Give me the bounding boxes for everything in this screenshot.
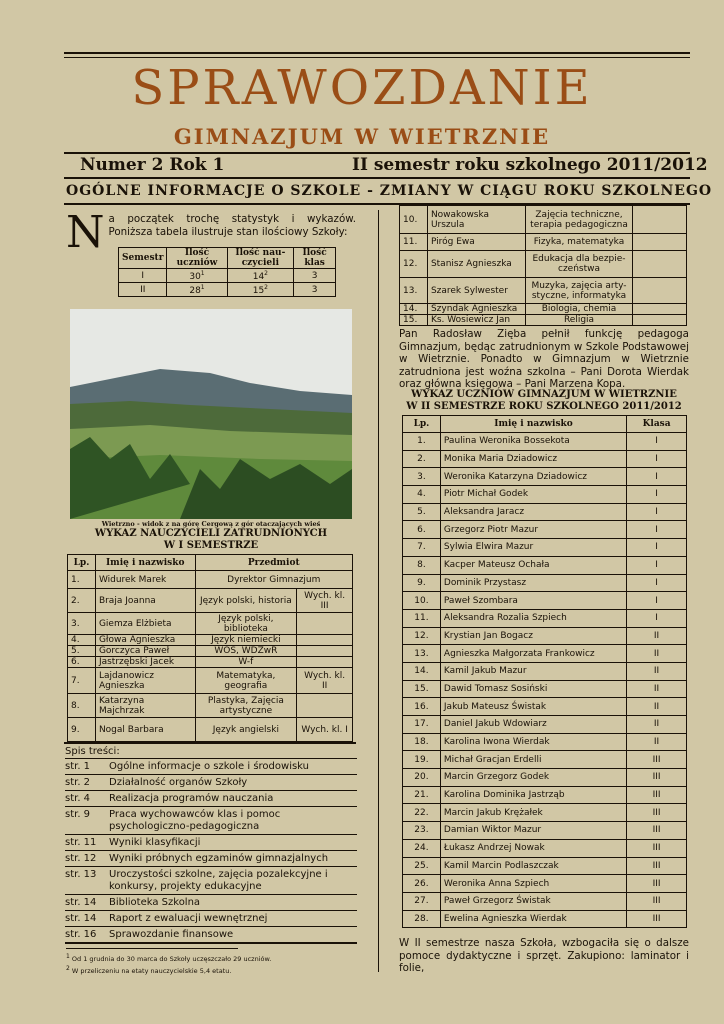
table-row	[403, 769, 687, 787]
toc-item[interactable]	[65, 911, 357, 927]
toc-title: Realizacja programów nauczania	[109, 793, 274, 804]
table-row	[403, 680, 687, 698]
toc-item[interactable]	[65, 927, 357, 944]
toc-page: str. 16	[65, 929, 97, 940]
class-cell: III	[627, 822, 687, 840]
table-row	[403, 733, 687, 751]
footnote-text: W przeliczeniu na etaty nauczycielskie 5,4 etatu.	[71, 967, 232, 976]
footnotes	[66, 952, 306, 976]
class-cell: III	[627, 751, 687, 769]
name-cell: Grzegorz Piotr Mazur	[440, 521, 626, 539]
footnote-ref: 1	[200, 270, 205, 277]
class-cell: I	[627, 450, 687, 468]
lp-cell: 16.	[403, 698, 441, 716]
stats-cell	[167, 283, 227, 297]
table-row	[403, 645, 687, 663]
footnote	[66, 952, 306, 964]
page-title: SPRAWOZDANIE	[131, 60, 593, 116]
table-row	[400, 304, 687, 315]
lp-cell: 15.	[400, 315, 428, 326]
table-row	[403, 521, 687, 539]
toc-title: Wyniki klasyfikacji	[109, 837, 201, 848]
lp-cell: 13.	[400, 278, 428, 304]
lp-cell: 25.	[403, 857, 441, 875]
lp-cell: 10.	[400, 206, 428, 234]
name-cell: Weronika Katarzyna Dziadowicz	[440, 468, 626, 486]
drop-cap: N	[66, 207, 105, 258]
name-cell: Damian Wiktor Mazur	[440, 822, 626, 840]
class-cell: I	[627, 486, 687, 504]
name-cell: Aleksandra Rozalia Szpiech	[440, 609, 626, 627]
class-tutor-cell	[633, 251, 687, 278]
subject-cell: Dyrektor Gimnazjum	[195, 571, 352, 589]
name-cell: Dominik Przystasz	[440, 574, 626, 592]
stats-header: Semestr	[119, 248, 167, 269]
section-heading: OGÓLNE INFORMACJE O SZKOLE - ZMIANY W CIĄGU ROKU SZKOLNEGO	[66, 183, 713, 199]
name-cell: Jakub Mateusz Świstak	[440, 698, 626, 716]
toc-item[interactable]	[65, 851, 357, 867]
table-row	[68, 571, 353, 589]
table-row	[403, 662, 687, 680]
teachers-header: Imię i nazwisko	[95, 555, 195, 571]
name-cell: Paweł Grzegorz Świstak	[440, 892, 626, 910]
lp-cell: 11.	[400, 234, 428, 251]
teachers-table-continued	[399, 205, 687, 326]
class-cell: I	[627, 556, 687, 574]
footnote-number: 2	[66, 965, 70, 973]
class-cell: I	[627, 503, 687, 521]
table-row	[403, 698, 687, 716]
table-row	[68, 646, 353, 657]
footnote-rule	[66, 948, 238, 949]
lp-cell: 6.	[403, 521, 441, 539]
stats-cell: 3	[294, 283, 336, 297]
closing-paragraph: W II semestrze nasza Szkoła, wzbogaciła się o dalsze pomoce dydaktyczne i sprzęt. Zakupiono: laminator i folie,	[399, 937, 689, 974]
toc-item[interactable]	[65, 895, 357, 911]
toc-title: Sprawozdanie finansowe	[109, 929, 234, 940]
table-row	[403, 716, 687, 734]
teachers-title	[70, 528, 352, 552]
class-tutor-cell	[633, 234, 687, 251]
toc-page: str. 2	[65, 777, 91, 788]
toc-page: str. 14	[65, 897, 97, 908]
page-subtitle: GIMNAZJUM W WIETRZNIE	[173, 124, 551, 149]
class-cell: II	[627, 680, 687, 698]
students-title-line: W II SEMESTRZE ROKU SZKOLNEGO 2011/2012	[406, 401, 682, 412]
lp-cell: 7.	[403, 539, 441, 557]
class-cell: III	[627, 839, 687, 857]
subject-cell: W-f	[195, 657, 297, 668]
table-row	[68, 613, 353, 635]
footnote-ref: 2	[264, 270, 268, 277]
issue-rule-top	[64, 152, 690, 154]
lp-cell: 2.	[68, 589, 96, 613]
lp-cell: 9.	[403, 574, 441, 592]
table-row	[68, 657, 353, 668]
students-title-line: WYKAZ UCZNIÓW GIMNAZJUM W WIETRZNIE	[411, 389, 677, 400]
subject-cell: Zajęcia techniczne, terapia pedagogiczna	[525, 206, 633, 234]
student-count: 30	[189, 272, 201, 282]
lp-cell: 1.	[68, 571, 96, 589]
class-tutor-cell: Wych. kl. II	[297, 668, 353, 694]
table-row	[403, 609, 687, 627]
stats-table	[118, 247, 336, 297]
name-cell: Gorczyca Paweł	[95, 646, 195, 657]
table-row	[403, 486, 687, 504]
lp-cell: 27.	[403, 892, 441, 910]
name-cell: Michał Gracjan Erdelli	[440, 751, 626, 769]
table-row	[119, 283, 336, 297]
stats-cell: I	[119, 269, 167, 283]
lp-cell: 14.	[400, 304, 428, 315]
top-double-rule-1	[64, 52, 690, 54]
class-cell: III	[627, 910, 687, 928]
name-cell: Kamil Marcin Podlaszczak	[440, 857, 626, 875]
intro-text: a początek trochę statystyk i wykazów. Poniższa tabela ilustruje stan ilościowy Szkoły:	[108, 213, 356, 238]
subject-cell: Język polski, historia	[195, 589, 297, 613]
table-row	[403, 892, 687, 910]
name-cell: Nowakowska Urszula	[427, 206, 525, 234]
subject-cell: Język angielski	[195, 718, 297, 742]
class-cell: I	[627, 609, 687, 627]
subject-cell: Matematyka, geografia	[195, 668, 297, 694]
table-row	[403, 910, 687, 928]
table-row	[403, 822, 687, 840]
lp-cell: 5.	[403, 503, 441, 521]
class-tutor-cell	[297, 613, 353, 635]
lp-cell: 19.	[403, 751, 441, 769]
name-cell: Monika Maria Dziadowicz	[440, 450, 626, 468]
name-cell: Kamil Jakub Mazur	[440, 662, 626, 680]
class-tutor-cell	[633, 206, 687, 234]
lp-cell: 8.	[403, 556, 441, 574]
class-cell: III	[627, 804, 687, 822]
lp-cell: 24.	[403, 839, 441, 857]
class-tutor-cell	[297, 635, 353, 646]
lp-cell: 12.	[400, 251, 428, 278]
table-row	[403, 574, 687, 592]
name-cell: Piotr Michał Godek	[440, 486, 626, 504]
table-row	[68, 668, 353, 694]
lp-cell: 1.	[403, 433, 441, 451]
students-header: Imię i nazwisko	[440, 416, 626, 433]
teacher-count: 15	[252, 286, 265, 296]
teachers-title-line: W I SEMESTRZE	[163, 540, 259, 551]
stats-header: Ilość klas	[294, 248, 336, 269]
table-row	[403, 433, 687, 451]
name-cell: Stanisz Agnieszka	[427, 251, 525, 278]
lp-cell: 9.	[68, 718, 96, 742]
name-cell: Sylwia Elwira Mazur	[440, 539, 626, 557]
toc-title: Uroczystości szkolne, zajęcia pozalekcyjne i konkursy, projekty edukacyjne	[109, 869, 328, 892]
table-row	[403, 875, 687, 893]
lp-cell: 7.	[68, 668, 96, 694]
toc-item[interactable]	[65, 835, 357, 851]
name-cell: Głowa Agnieszka	[95, 635, 195, 646]
table-row	[68, 635, 353, 646]
table-row	[403, 804, 687, 822]
class-cell: III	[627, 892, 687, 910]
teachers-header: Przedmiot	[195, 555, 352, 571]
table-row	[403, 627, 687, 645]
name-cell: Ewelina Agnieszka Wierdak	[440, 910, 626, 928]
toc-title: Ogólne informacje o szkole i środowisku	[109, 761, 309, 772]
name-cell: Lajdanowicz Agnieszka	[95, 668, 195, 694]
name-cell: Piróg Ewa	[427, 234, 525, 251]
name-cell: Widurek Marek	[95, 571, 195, 589]
class-cell: I	[627, 468, 687, 486]
name-cell: Daniel Jakub Wdowiarz	[440, 716, 626, 734]
toc-title: Praca wychowawców klas i pomoc psychologiczno-pedagogiczna	[109, 809, 281, 832]
table-row	[119, 269, 336, 283]
name-cell: Paulina Weronika Bossekota	[440, 433, 626, 451]
teachers-title-line: WYKAZ NAUCZYCIELI ZATRUDNIONYCH	[94, 528, 328, 539]
lp-cell: 11.	[403, 609, 441, 627]
lp-cell: 3.	[403, 468, 441, 486]
table-row	[403, 857, 687, 875]
name-cell: Jastrzębski Jacek	[95, 657, 195, 668]
subject-cell: Edukacja dla bezpie-czeństwa	[525, 251, 633, 278]
student-count: 28	[189, 286, 201, 296]
class-cell: I	[627, 521, 687, 539]
name-cell: Szyndak Agnieszka	[427, 304, 525, 315]
class-cell: III	[627, 857, 687, 875]
class-cell: III	[627, 875, 687, 893]
teachers-header: Lp.	[68, 555, 96, 571]
name-cell: Ks. Wosiewicz Jan	[427, 315, 525, 326]
staff-paragraph: Pan Radosław Zięba pełnił funkcję pedagoga Gimnazjum, będąc zatrudnionym w Szkole Podstawowej w Wietrznie. Ponadto w Gimnazjum w Wietrznie zatrudniona jest woźna szkolna – Pani Dorota Wierdak oraz główna księgowa – Pani Marzena Kopa.	[399, 328, 689, 390]
lp-cell: 22.	[403, 804, 441, 822]
toc-page: str. 1	[65, 761, 91, 772]
stats-header: Ilość nau-czycieli	[227, 248, 294, 269]
lp-cell: 4.	[403, 486, 441, 504]
table-row	[400, 315, 687, 326]
lp-cell: 21.	[403, 786, 441, 804]
top-double-rule-2	[64, 57, 690, 58]
table-row	[400, 234, 687, 251]
issue-number: Numer 2 Rok 1	[80, 155, 225, 175]
class-tutor-cell: Wych. kl. I	[297, 718, 353, 742]
table-row	[403, 450, 687, 468]
name-cell: Katarzyna Majchrzak	[95, 694, 195, 718]
subject-cell: Język niemiecki	[195, 635, 297, 646]
name-cell: Agnieszka Małgorzata Frankowicz	[440, 645, 626, 663]
subject-cell: Muzyka, zajęcia arty-styczne, informatyka	[525, 278, 633, 304]
class-tutor-cell	[633, 304, 687, 315]
teachers-table	[67, 554, 353, 742]
name-cell: Braja Joanna	[95, 589, 195, 613]
class-cell: II	[627, 627, 687, 645]
name-cell: Szarek Sylwester	[427, 278, 525, 304]
table-row	[403, 556, 687, 574]
lp-cell: 12.	[403, 627, 441, 645]
toc-page: str. 14	[65, 913, 97, 924]
class-cell: II	[627, 716, 687, 734]
lp-cell: 17.	[403, 716, 441, 734]
name-cell: Nogal Barbara	[95, 718, 195, 742]
toc-title: Wyniki próbnych egzaminów gimnazjalnych	[109, 853, 329, 864]
lp-cell: 5.	[68, 646, 96, 657]
toc-item[interactable]	[65, 759, 357, 775]
toc-heading: Spis treści:	[65, 745, 357, 759]
name-cell: Giemza Elżbieta	[95, 613, 195, 635]
stats-header: Ilość uczniów	[167, 248, 227, 269]
photo-caption: Wietrzno - widok z na górę Cergową z gór otaczających wieś	[101, 520, 321, 528]
name-cell: Dawid Tomasz Sosiński	[440, 680, 626, 698]
name-cell: Paweł Szombara	[440, 592, 626, 610]
class-tutor-cell	[297, 657, 353, 668]
name-cell: Łukasz Andrzej Nowak	[440, 839, 626, 857]
class-cell: I	[627, 574, 687, 592]
subject-cell: Język polski, biblioteka	[195, 613, 297, 635]
toc-page: str. 13	[65, 869, 97, 880]
class-cell: II	[627, 662, 687, 680]
footnote	[66, 964, 306, 976]
stats-cell	[227, 283, 294, 297]
issue-rule-bottom	[64, 177, 690, 179]
lp-cell: 4.	[68, 635, 96, 646]
table-row	[403, 468, 687, 486]
table-row	[403, 839, 687, 857]
table-row	[403, 786, 687, 804]
table-row	[68, 589, 353, 613]
footnote-text: Od 1 grudnia do 30 marca do Szkoły uczęszczało 29 uczniów.	[71, 955, 272, 964]
toc-title: Działalność organów Szkoły	[109, 777, 248, 788]
class-cell: III	[627, 786, 687, 804]
class-cell: II	[627, 733, 687, 751]
students-header: Lp.	[403, 416, 441, 433]
toc-item[interactable]	[65, 775, 357, 791]
subject-cell: Fizyka, matematyka	[525, 234, 633, 251]
lp-cell: 26.	[403, 875, 441, 893]
name-cell: Kacper Mateusz Ochała	[440, 556, 626, 574]
name-cell: Marcin Grzegorz Godek	[440, 769, 626, 787]
name-cell: Marcin Jakub Krężałek	[440, 804, 626, 822]
column-separator	[378, 210, 379, 972]
toc-item[interactable]	[65, 867, 357, 895]
table-row	[403, 592, 687, 610]
stats-cell: II	[119, 283, 167, 297]
subject-cell: WOS, WDŻwR	[195, 646, 297, 657]
table-row	[403, 751, 687, 769]
name-cell: Karolina Dominika Jastrząb	[440, 786, 626, 804]
class-tutor-cell	[633, 315, 687, 326]
name-cell: Weronika Anna Szpiech	[440, 875, 626, 893]
lp-cell: 6.	[68, 657, 96, 668]
table-row	[403, 503, 687, 521]
stats-cell	[227, 269, 294, 283]
table-row	[403, 539, 687, 557]
subject-cell: Religia	[525, 315, 633, 326]
table-of-contents	[65, 745, 357, 944]
subject-cell: Plastyka, Zajęcia artystyczne	[195, 694, 297, 718]
students-header: Klasa	[627, 416, 687, 433]
lp-cell: 14.	[403, 662, 441, 680]
toc-page: str. 9	[65, 809, 91, 820]
class-cell: II	[627, 645, 687, 663]
students-table	[402, 415, 687, 928]
table-row	[400, 251, 687, 278]
class-tutor-cell	[297, 646, 353, 657]
stats-cell: 3	[294, 269, 336, 283]
subject-cell: Biologia, chemia	[525, 304, 633, 315]
stats-cell	[167, 269, 227, 283]
class-tutor-cell	[633, 278, 687, 304]
toc-item[interactable]	[65, 791, 357, 807]
class-tutor-cell: Wych. kl. III	[297, 589, 353, 613]
table-row	[68, 694, 353, 718]
name-cell: Karolina Iwona Wierdak	[440, 733, 626, 751]
toc-item[interactable]	[65, 807, 357, 835]
toc-page: str. 4	[65, 793, 91, 804]
toc-title: Biblioteka Szkolna	[109, 897, 201, 908]
footnote-ref: 2	[264, 284, 268, 291]
class-tutor-cell	[297, 694, 353, 718]
lp-cell: 8.	[68, 694, 96, 718]
lp-cell: 20.	[403, 769, 441, 787]
landscape-photo	[70, 309, 352, 519]
class-cell: III	[627, 769, 687, 787]
teacher-count: 14	[252, 272, 265, 282]
table-row	[68, 718, 353, 742]
issue-semester: II semestr roku szkolnego 2011/2012	[352, 155, 708, 175]
toc-rule-top	[64, 742, 356, 744]
name-cell: Krystian Jan Bogacz	[440, 627, 626, 645]
class-cell: I	[627, 433, 687, 451]
footnote-number: 1	[66, 953, 70, 960]
name-cell: Aleksandra Jaracz	[440, 503, 626, 521]
toc-page: str. 11	[65, 837, 97, 848]
lp-cell: 3.	[68, 613, 96, 635]
class-cell: I	[627, 592, 687, 610]
footnote-ref: 1	[200, 284, 205, 291]
table-row	[400, 278, 687, 304]
lp-cell: 18.	[403, 733, 441, 751]
lp-cell: 10.	[403, 592, 441, 610]
lp-cell: 13.	[403, 645, 441, 663]
lp-cell: 2.	[403, 450, 441, 468]
toc-title: Raport z ewaluacji wewnętrznej	[109, 913, 268, 924]
table-row	[400, 206, 687, 234]
lp-cell: 23.	[403, 822, 441, 840]
lp-cell: 28.	[403, 910, 441, 928]
class-cell: II	[627, 698, 687, 716]
lp-cell: 15.	[403, 680, 441, 698]
class-cell: I	[627, 539, 687, 557]
students-title	[399, 389, 689, 413]
toc-page: str. 12	[65, 853, 97, 864]
